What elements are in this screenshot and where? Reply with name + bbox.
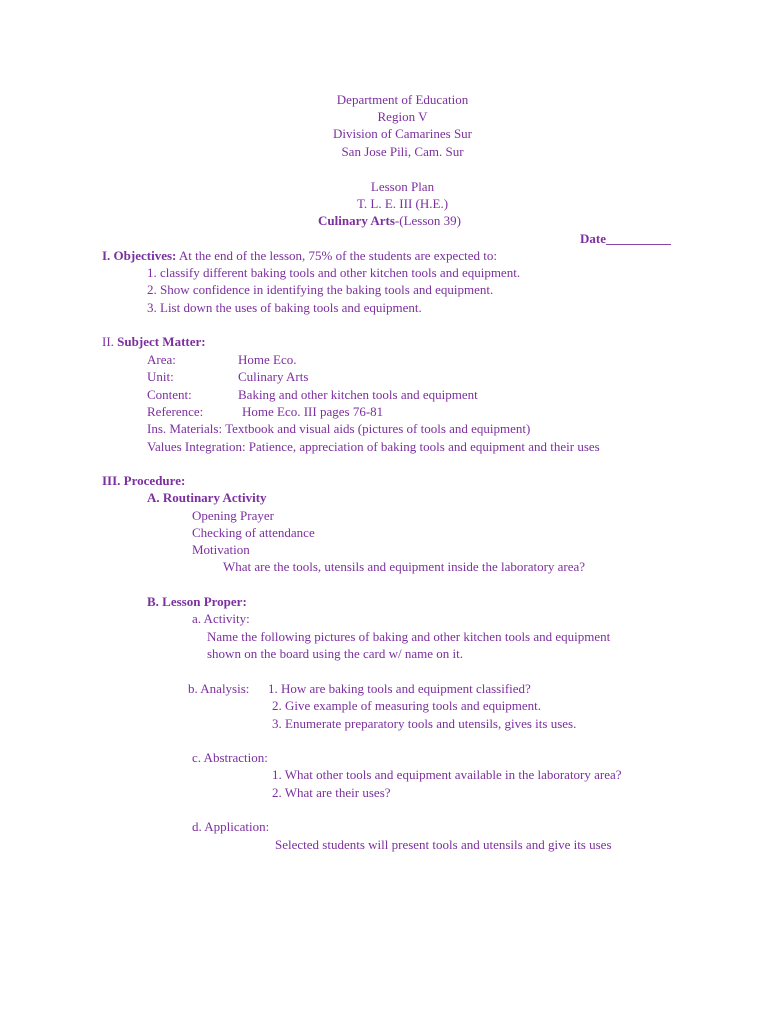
- area-value: Home Eco.: [238, 352, 297, 367]
- analysis-item: 1. How are baking tools and equipment classified?: [268, 681, 531, 696]
- routinary-item: Opening Prayer: [192, 508, 274, 523]
- reference-label: Reference:: [147, 404, 204, 419]
- analysis-item: 2. Give example of measuring tools and equipment.: [272, 698, 541, 713]
- header-department: Department of Education: [336, 92, 469, 107]
- routinary-activity-heading: A. Routinary Activity: [147, 490, 267, 505]
- lesson-proper-heading: B. Lesson Proper:: [147, 594, 247, 609]
- header-subject: [318, 213, 461, 229]
- routinary-item: Motivation: [192, 542, 250, 557]
- subject-matter-heading: Subject Matter:: [117, 334, 206, 349]
- analysis-item: 3. Enumerate preparatory tools and utensils, gives its uses.: [272, 716, 577, 731]
- header-lesson-plan: Lesson Plan: [370, 179, 435, 194]
- abstraction-label: c. Abstraction:: [192, 750, 268, 765]
- subject-matter-line: [102, 334, 206, 350]
- content-value: Baking and other kitchen tools and equipment: [238, 387, 478, 402]
- ins-materials: Ins. Materials: Textbook and visual aids (pictures of tools and equipment): [147, 421, 531, 436]
- subject-matter-numeral: II.: [102, 334, 118, 349]
- activity-text: Name the following pictures of baking and other kitchen tools and equipment: [207, 629, 611, 644]
- objective-item: 1. classify different baking tools and other kitchen tools and equipment.: [147, 265, 521, 280]
- objective-item: 3. List down the uses of baking tools and equipment.: [147, 300, 422, 315]
- reference-value: Home Eco. III pages 76-81: [242, 404, 384, 419]
- unit-value: Culinary Arts: [238, 369, 309, 384]
- objectives-heading: I. Objectives:: [102, 248, 177, 263]
- date-label: Date__________: [580, 231, 671, 246]
- objectives-intro: At the end of the lesson, 75% of the students are expected to:: [176, 248, 497, 263]
- procedure-heading: III. Procedure:: [102, 473, 186, 488]
- values-integration: Values Integration: Patience, appreciation of baking tools and equipment and their uses: [147, 439, 600, 454]
- application-text: Selected students will present tools and utensils and give its uses: [275, 837, 612, 852]
- objectives-line: [102, 248, 497, 264]
- abstraction-item: 2. What are their uses?: [272, 785, 391, 800]
- subject-lesson: -(Lesson 39): [394, 213, 461, 228]
- unit-label: Unit:: [147, 369, 174, 384]
- header-region: Region V: [377, 109, 428, 124]
- motivation-question: What are the tools, utensils and equipment inside the laboratory area?: [223, 559, 586, 574]
- abstraction-item: 1. What other tools and equipment available in the laboratory area?: [272, 767, 622, 782]
- area-label: Area:: [147, 352, 176, 367]
- header-address: San Jose Pili, Cam. Sur: [341, 144, 464, 159]
- subject-title: Culinary Arts: [318, 213, 395, 228]
- activity-label: a. Activity:: [192, 611, 250, 626]
- content-label: Content:: [147, 387, 192, 402]
- activity-text: shown on the board using the card w/ name on it.: [207, 646, 463, 661]
- header-division: Division of Camarines Sur: [332, 126, 472, 141]
- analysis-label: b. Analysis:: [188, 681, 250, 696]
- routinary-item: Checking of attendance: [192, 525, 315, 540]
- header-course: T. L. E. III (H.E.): [356, 196, 449, 211]
- objective-item: 2. Show confidence in identifying the baking tools and equipment.: [147, 282, 494, 297]
- application-label: d. Application:: [192, 819, 270, 834]
